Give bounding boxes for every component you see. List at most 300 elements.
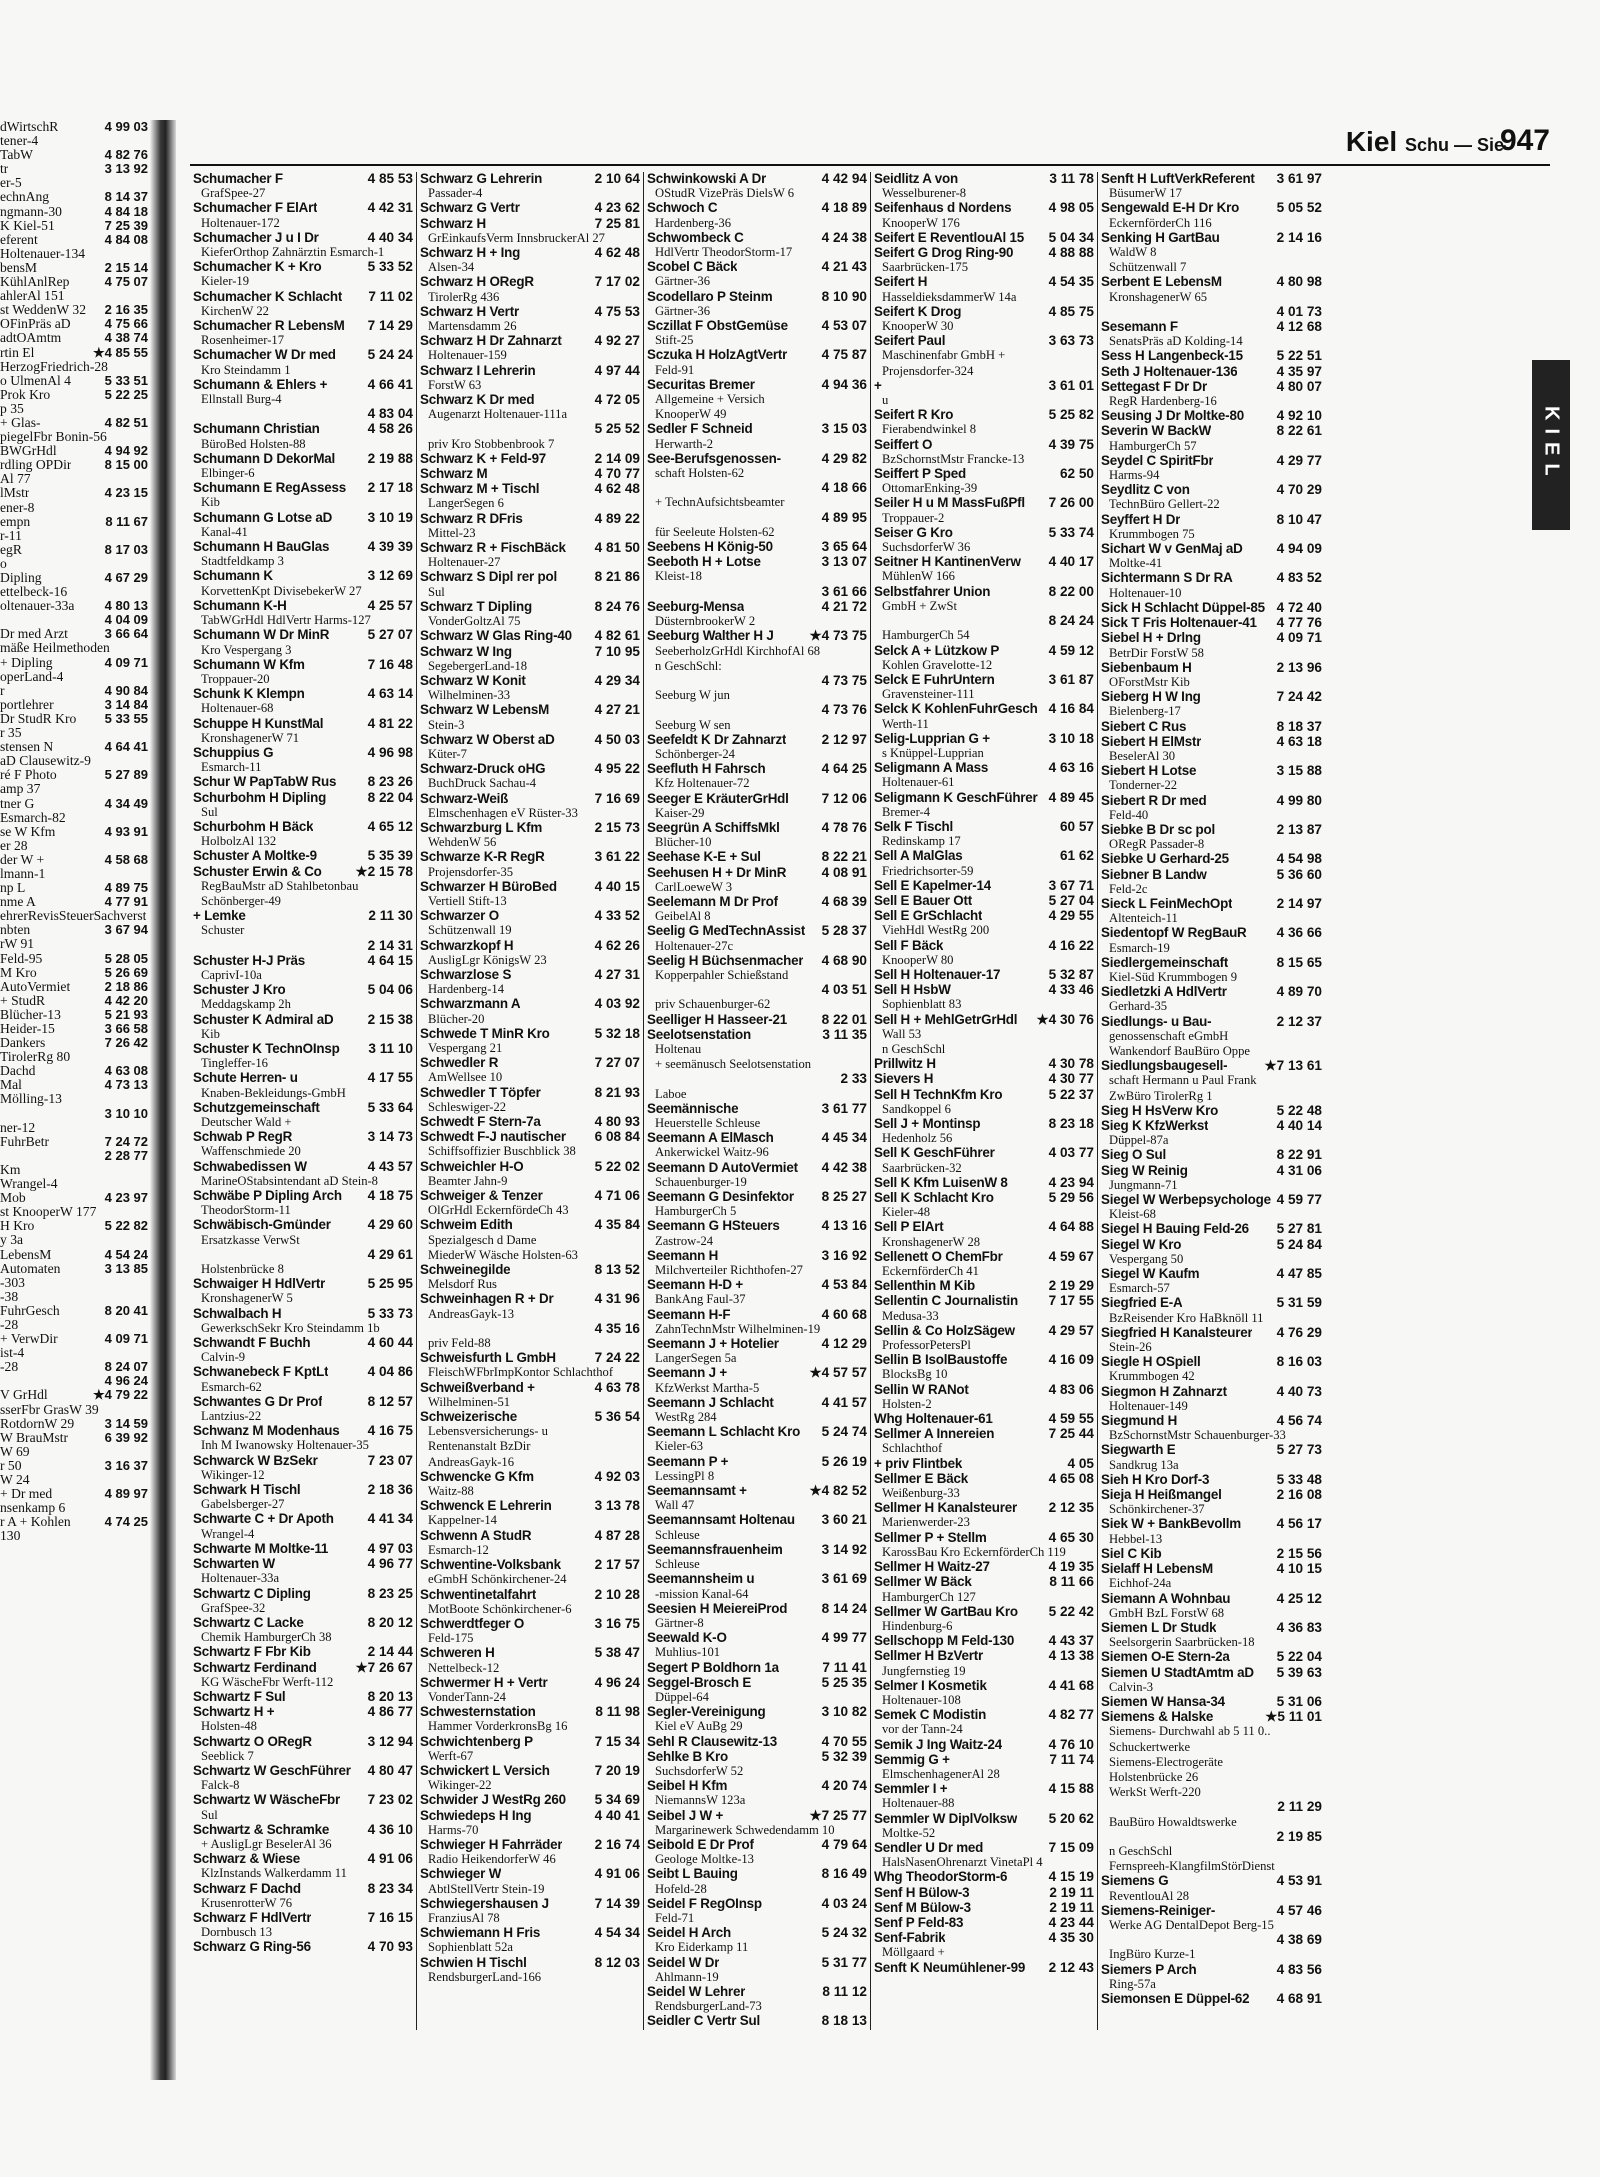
entry-name: Schwarz S Dipl rer pol <box>420 570 557 585</box>
entry-detail: Schützenwall 19 <box>428 923 512 938</box>
entry-phone: 4 12 68 <box>1276 320 1322 335</box>
directory-entry <box>420 1705 640 1733</box>
directory-entry <box>193 1587 413 1615</box>
entry-detail: + TechnAufsichtsbeamter <box>655 495 785 510</box>
entry-phone: 5 24 74 <box>821 1425 867 1440</box>
left-page-text: Feld-95 <box>0 951 43 966</box>
directory-entry <box>874 1042 1094 1056</box>
entry-phone: 8 24 76 <box>594 599 640 614</box>
entry-phone: 4 99 77 <box>821 1631 867 1646</box>
entry-name: Seiser G Kro <box>874 525 953 540</box>
directory-entry <box>193 231 413 259</box>
entry-detail: Schönkirchener-37 <box>1109 1502 1205 1517</box>
left-page-line <box>0 952 150 966</box>
entry-phone: 4 35 97 <box>1276 364 1322 379</box>
entry-phone: 4 36 10 <box>367 1822 413 1837</box>
directory-entry <box>874 1782 1094 1810</box>
entry-name: Siemen W Hansa-34 <box>1101 1694 1225 1709</box>
entry-phone: 2 19 88 <box>367 451 413 466</box>
entry-phone: 4 63 16 <box>1048 761 1094 776</box>
directory-entry <box>1101 1222 1322 1236</box>
entry-detail: ViehHdl WestRg 200 <box>882 923 990 938</box>
entry-phone: 5 33 52 <box>367 260 413 275</box>
directory-entry <box>420 674 640 702</box>
entry-phone: 4 70 29 <box>1276 483 1322 498</box>
left-page-text: echnAng <box>0 190 50 205</box>
entry-name: Semik J Ing Waitz-24 <box>874 1737 1002 1752</box>
entry-detail: Schönberger-24 <box>655 746 735 761</box>
directory-entry <box>420 1735 640 1763</box>
entry-detail: RegBauMstr aD Stahlbetonbau <box>201 878 359 893</box>
entry-detail: Falck-8 <box>201 1778 240 1793</box>
entry-detail: KnooperW 176 <box>882 215 960 230</box>
entry-name: Schwarz R DFris <box>420 511 523 526</box>
directory-entry <box>647 850 867 864</box>
entry-detail: Werke AG DentalDepot Berg-15 <box>1109 1917 1274 1932</box>
entry-detail: Holtenauer-33a <box>201 1571 280 1586</box>
directory-entry <box>874 172 1094 200</box>
entry-phone: 5 29 56 <box>1048 1191 1094 1206</box>
entry-name: Seidlitz A von <box>874 172 958 186</box>
entry-detail: Mittel-23 <box>428 525 476 540</box>
directory-entry <box>647 1572 867 1600</box>
entry-name: Schwarz R + FischBäck <box>420 541 566 556</box>
entry-name: Schweizerische <box>420 1410 517 1425</box>
directory-entry <box>1101 764 1322 792</box>
left-page-text: AutoVermiet <box>0 979 71 994</box>
entry-detail: Sophienblatt 52a <box>428 1940 513 1955</box>
entry-phone: 3 10 82 <box>821 1705 867 1720</box>
entry-phone: 4 47 85 <box>1276 1267 1322 1282</box>
entry-name: Schwede T MinR Kro <box>420 1026 550 1041</box>
directory-entry <box>1101 735 1322 763</box>
entry-detail: Weißenburg-33 <box>882 1486 960 1501</box>
entry-detail: s Knüppel-Lupprian <box>882 745 984 760</box>
left-page-line <box>0 1191 150 1205</box>
left-page-line <box>0 1008 150 1022</box>
directory-entry <box>1101 1119 1322 1147</box>
entry-name: Schwarz W Glas Ring-40 <box>420 629 572 644</box>
directory-entry <box>874 939 1094 967</box>
entry-phone: 2 17 57 <box>594 1558 640 1573</box>
entry-detail: priv Schauenburger-62 <box>655 997 771 1012</box>
left-page-text: stensen N <box>0 740 54 755</box>
directory-entry <box>193 865 413 893</box>
left-page-phone: 5 28 05 <box>104 951 148 966</box>
left-page-line <box>0 331 150 345</box>
left-page-text: H Kro <box>0 1219 35 1234</box>
directory-entry <box>1101 631 1322 659</box>
entry-detail: Lebensversicherungs- u <box>428 1424 548 1439</box>
left-page-line <box>0 1346 150 1360</box>
entry-name: Whg TheodorStorm-6 <box>874 1870 1008 1885</box>
directory-entry <box>647 1985 867 2013</box>
page-header <box>190 120 1550 166</box>
directory-entry <box>420 452 640 466</box>
left-page-phone: 2 18 86 <box>104 979 148 994</box>
entry-phone: 7 20 19 <box>594 1763 640 1778</box>
directory-entry <box>1101 1933 1322 1961</box>
entry-detail: Holtenauer-10 <box>1109 585 1182 600</box>
entry-phone: 5 33 74 <box>1048 525 1094 540</box>
left-page-phone: 4 84 18 <box>104 204 148 219</box>
directory-entry <box>420 1439 640 1453</box>
left-page-line <box>0 120 150 134</box>
entry-detail: FleischWFbrImpKontor Schlachthof <box>428 1365 614 1380</box>
entry-phone: 4 72 40 <box>1276 600 1322 615</box>
entry-detail: CarlLoeweW 3 <box>655 879 733 894</box>
entry-name: Schwentinetalfahrt <box>420 1587 537 1602</box>
entry-phone: 4 89 95 <box>821 510 867 525</box>
entry-phone: 8 15 65 <box>1276 955 1322 970</box>
entry-detail: Stein-3 <box>428 717 465 732</box>
directory-entry <box>874 1560 1094 1574</box>
directory-entry <box>1101 513 1322 541</box>
left-page-text: st KnooperW 177 <box>0 1205 97 1220</box>
entry-name: Schwider J WestRg 260 <box>420 1793 566 1808</box>
entry-name: Whg Holtenauer-61 <box>874 1412 993 1427</box>
directory-entry <box>874 820 1094 848</box>
entry-name: Seelotsenstation <box>647 1027 751 1042</box>
directory-entry <box>420 1809 640 1837</box>
directory-entry <box>647 378 867 406</box>
entry-name: Senf H Bülow-3 <box>874 1885 970 1900</box>
entry-phone: 4 64 25 <box>821 762 867 777</box>
entry-name: Semmig G + <box>874 1752 950 1767</box>
left-page-line <box>0 1233 150 1247</box>
directory-entry <box>1101 616 1322 630</box>
directory-entry <box>193 820 413 848</box>
entry-name: Schweinegilde <box>420 1263 511 1278</box>
entry-phone: 5 33 64 <box>367 1100 413 1115</box>
left-page-line <box>0 1487 150 1501</box>
entry-detail: Moltke-52 <box>882 1825 936 1840</box>
entry-detail: Werft-67 <box>428 1748 474 1763</box>
entry-phone: 4 63 14 <box>367 687 413 702</box>
entry-name: Siedlungsbaugesell- <box>1101 1059 1228 1074</box>
directory-entry <box>874 849 1094 877</box>
left-page-text: der W + <box>0 852 45 867</box>
left-page-line <box>0 881 150 895</box>
entry-detail: GrafSpee-32 <box>201 1600 266 1615</box>
entry-phone: 3 16 92 <box>821 1248 867 1263</box>
entry-detail: Augenarzt Holtenauer-111a <box>428 407 568 422</box>
directory-entry <box>647 1602 867 1630</box>
directory-entry <box>193 1542 413 1556</box>
entry-phone: 4 73 76 <box>821 703 867 718</box>
left-page-line <box>0 1459 150 1473</box>
entry-name: Sengewald E-H Dr Kro <box>1101 201 1240 216</box>
entry-phone: 4 18 66 <box>821 481 867 496</box>
entry-name: Schumann E RegAssess <box>193 481 347 496</box>
entry-detail: Feld-91 <box>655 362 695 377</box>
left-page-line <box>0 1529 150 1543</box>
page-number: 947 <box>1499 124 1550 157</box>
entry-name: Schwencke G Kfm <box>420 1469 534 1484</box>
directory-entry <box>420 1529 640 1557</box>
entry-name: Schumacher K + Kro <box>193 260 322 275</box>
left-page-phone: 5 21 93 <box>104 1007 148 1022</box>
directory-entry <box>1101 823 1322 851</box>
left-page-phone: 4 64 41 <box>104 740 148 755</box>
left-page-text: dWirtschR <box>0 120 59 134</box>
left-page-line <box>0 670 150 684</box>
directory-entry <box>647 1676 867 1704</box>
entry-phone: 4 25 57 <box>367 598 413 613</box>
left-page-text: ner-12 <box>0 1120 36 1135</box>
directory-entry <box>1101 275 1322 303</box>
entry-name: Schuster H-J Präs <box>193 953 305 968</box>
entry-detail: Möllgaard + <box>882 1945 945 1960</box>
entry-phone: 4 81 22 <box>367 716 413 731</box>
left-page-phone: 8 11 67 <box>105 514 148 529</box>
left-page-line <box>0 825 150 839</box>
directory-entry <box>193 1940 413 1954</box>
entry-phone: 8 14 24 <box>821 1601 867 1616</box>
left-page-phone: 5 33 55 <box>104 711 148 726</box>
directory-entry <box>193 201 413 229</box>
directory-entry <box>647 1337 867 1365</box>
entry-name: Seelemann M Dr Prof <box>647 894 778 909</box>
entry-detail: Sophienblatt 83 <box>882 997 962 1012</box>
entry-name: Siemen U StadtAmtm aD <box>1101 1665 1254 1680</box>
directory-entry <box>647 585 867 599</box>
entry-phone: 5 22 04 <box>1276 1650 1322 1665</box>
entry-name: Schuster A Moltke-9 <box>193 849 317 864</box>
left-page-text: Dipling <box>0 571 42 585</box>
entry-detail: Schleuse <box>655 1557 700 1572</box>
entry-phone: 4 40 14 <box>1276 1119 1322 1133</box>
entry-name: Schwarz-Druck oHG <box>420 762 546 777</box>
directory-entry <box>874 1501 1094 1529</box>
entry-phone: 5 28 37 <box>821 924 867 939</box>
entry-name: Sellmer H Waitz-27 <box>874 1560 990 1575</box>
entry-name: Siebert R Dr med <box>1101 793 1207 808</box>
directory-entry <box>1101 601 1322 615</box>
entry-detail: Saarbrücken-32 <box>882 1160 962 1175</box>
entry-name: Sell H HsbW <box>874 983 951 998</box>
entry-name: Siemen L Dr Studk <box>1101 1620 1217 1635</box>
entry-name: Schwartz W WäscheFbr <box>193 1793 341 1808</box>
left-page-phone: 4 74 25 <box>104 1515 148 1530</box>
directory-entry <box>193 1557 413 1585</box>
entry-detail: Gabelsberger-27 <box>201 1497 285 1512</box>
directory-entry <box>1101 260 1322 274</box>
entry-detail: GrafSpee-27 <box>201 186 266 201</box>
directory-entry <box>647 1102 867 1130</box>
entry-detail: TheodorStorm-11 <box>201 1203 291 1218</box>
entry-name: Schwanebeck F KptLt <box>193 1365 329 1380</box>
directory-entry <box>647 290 867 318</box>
entry-name: Schwieger W <box>420 1867 502 1882</box>
directory-entry <box>647 954 867 982</box>
entry-detail: Ellnstall Burg-4 <box>201 392 282 407</box>
entry-name: Schwedt F-J nautischer <box>420 1130 566 1145</box>
directory-entry <box>1101 454 1322 482</box>
left-page-phone: 4 96 24 <box>104 1374 148 1389</box>
directory-entry <box>1101 956 1322 984</box>
entry-detail: BzSchornstMstr Schauenburger-33 <box>1109 1428 1286 1443</box>
entry-phone: 5 26 19 <box>821 1454 867 1469</box>
directory-entry <box>874 1383 1094 1411</box>
left-page-text: mäße Heilmethoden <box>0 641 110 656</box>
entry-name: Sellin B IsolBaustoffe <box>874 1353 1008 1368</box>
entry-phone: 5 27 73 <box>1276 1443 1322 1458</box>
entry-name: Siebke B Dr sc pol <box>1101 822 1215 837</box>
left-page-phone: 4 23 15 <box>104 486 148 501</box>
entry-detail: SegebergerLand-18 <box>428 658 528 673</box>
directory-entry <box>874 1812 1094 1840</box>
left-page-text: r <box>0 683 5 698</box>
directory-entry <box>1101 349 1322 363</box>
directory-entry <box>193 894 413 908</box>
directory-entry <box>647 555 867 583</box>
directory-entry <box>647 866 867 894</box>
entry-phone: 5 22 42 <box>1048 1604 1094 1619</box>
directory-entry <box>1101 320 1322 348</box>
left-page-text: ahlerAl 151 <box>0 289 65 304</box>
entry-detail: Schützenwall 7 <box>1109 260 1187 275</box>
left-page-text: egR <box>0 542 22 557</box>
left-page-line <box>0 303 150 317</box>
entry-detail: TechnBüro Gellert-22 <box>1109 497 1220 512</box>
directory-entry <box>1101 897 1322 925</box>
directory-entry <box>647 348 867 376</box>
left-page-phone: 3 14 84 <box>104 697 148 712</box>
entry-name: Segler-Vereinigung <box>647 1705 766 1720</box>
entry-detail: RendsburgerLand-73 <box>655 1999 762 2014</box>
entry-name: Seyffert H Dr <box>1101 512 1181 527</box>
left-page-text: Dr StudR Kro <box>0 711 77 726</box>
left-page-line <box>0 1318 150 1332</box>
entry-name: Schwerdtfeger O <box>420 1616 525 1631</box>
directory-entry <box>1101 172 1322 200</box>
directory-entry <box>874 1649 1094 1677</box>
entry-phone: 7 25 81 <box>594 216 640 231</box>
left-page-text: er 28 <box>0 838 28 853</box>
entry-name: Schwarz W LebensM <box>420 703 550 718</box>
entry-phone: 8 23 34 <box>367 1881 413 1896</box>
directory-entry <box>874 1324 1094 1352</box>
entry-name: Siebert H ElMstr <box>1101 734 1202 749</box>
entry-phone: 3 11 35 <box>822 1027 867 1042</box>
entry-detail: Elmschenhagen eV Rüster-33 <box>428 805 578 820</box>
left-page-line <box>0 1403 150 1417</box>
left-page-phone: 3 67 94 <box>104 923 148 938</box>
directory-entry <box>647 1956 867 1984</box>
directory-entry <box>647 895 867 923</box>
left-page-phone: 4 94 92 <box>104 444 148 459</box>
entry-name: Sendler U Dr med <box>874 1840 984 1855</box>
directory-entry <box>193 849 413 863</box>
directory-entry <box>874 1279 1094 1293</box>
entry-phone: 8 22 21 <box>821 850 867 865</box>
entry-name: Selmer I Kosmetik <box>874 1678 987 1693</box>
entry-detail: Ersatzkasse VerwSt <box>201 1232 300 1247</box>
entry-phone: 4 80 07 <box>1276 379 1322 394</box>
entry-detail: ForstW 63 <box>428 377 482 392</box>
directory-entry <box>420 1248 640 1262</box>
entry-detail: Wall 53 <box>882 1026 922 1041</box>
left-page-text: BWGrHdl <box>0 444 57 459</box>
left-page-text: Mal <box>0 1078 22 1093</box>
entry-detail: Kib <box>201 1026 220 1041</box>
entry-detail: WehdenW 56 <box>428 835 497 850</box>
directory-entry <box>420 1838 640 1866</box>
directory-entry <box>193 1130 413 1158</box>
entry-detail: Herwarth-2 <box>655 436 714 451</box>
left-page-text: lmann-1 <box>0 866 46 881</box>
directory-entry <box>1101 1089 1322 1103</box>
directory-entry <box>193 1512 413 1540</box>
entry-name: Seemännische <box>647 1101 739 1116</box>
left-page-line <box>0 1515 150 1529</box>
entry-name: Sedler F Schneid <box>647 422 753 437</box>
left-page-text: er-5 <box>0 176 22 191</box>
entry-name: Schwesternstation <box>420 1705 536 1720</box>
entry-phone: 4 66 41 <box>367 377 413 392</box>
entry-phone: 8 22 04 <box>367 790 413 805</box>
entry-detail: Elbinger-6 <box>201 466 255 481</box>
entry-name: See-Berufsgenossen- <box>647 451 781 466</box>
directory-entry <box>193 1911 413 1939</box>
left-page-text: + Dipling <box>0 655 53 670</box>
entry-name: Schwinkowski A Dr <box>647 172 767 186</box>
entry-phone: 5 22 48 <box>1276 1103 1322 1118</box>
directory-entry <box>1101 542 1322 570</box>
directory-entry <box>420 1056 640 1084</box>
entry-name: Siebel H + Drlng <box>1101 631 1201 646</box>
entry-detail: Zastrow-24 <box>655 1233 714 1248</box>
directory-entry <box>874 1191 1094 1219</box>
entry-detail: Dornbusch 13 <box>201 1925 273 1940</box>
left-page-phone: 4 23 97 <box>104 1191 148 1206</box>
left-page-phone: 3 13 92 <box>104 162 148 177</box>
entry-phone: 4 58 26 <box>367 422 413 437</box>
entry-phone: 4 41 57 <box>821 1395 867 1410</box>
entry-phone: 8 24 24 <box>1048 614 1094 629</box>
left-page-line <box>0 275 150 289</box>
entry-detail: Ring-57a <box>1109 1976 1156 1991</box>
left-page-line <box>0 501 150 515</box>
entry-name: Schwedt F Stern-7a <box>420 1115 541 1129</box>
entry-detail: SuchsdorferW 52 <box>655 1763 744 1778</box>
left-page-text: Automaten <box>0 1261 61 1276</box>
directory-entry <box>420 880 640 908</box>
entry-detail: Tonderner-22 <box>1109 778 1178 793</box>
entry-name: Sichart W v GenMaj aD <box>1101 542 1243 557</box>
entry-detail: HamburgerCh 54 <box>882 628 970 643</box>
entry-name: Schumacher F <box>193 172 283 186</box>
left-page-line <box>0 698 150 712</box>
entry-detail: AbtlStellVertr Stein-19 <box>428 1881 545 1896</box>
entry-detail: Kro Eiderkamp 11 <box>655 1940 749 1955</box>
entry-phone: 2 33 <box>840 1072 867 1087</box>
left-page-phone: 7 25 39 <box>104 218 148 233</box>
entry-detail: Hofeld-28 <box>655 1881 707 1896</box>
directory-entry <box>1101 690 1322 718</box>
left-page-line <box>0 1177 150 1191</box>
left-page-phone: 2 28 77 <box>104 1148 148 1163</box>
entry-detail: ORegR Passader-8 <box>1109 837 1205 852</box>
entry-name: Schwarz G Ring-56 <box>193 1940 311 1955</box>
entry-name: Schwark H Tischl <box>193 1483 301 1498</box>
entry-detail: Sul <box>201 1807 218 1822</box>
entry-detail: Kro Vespergang 3 <box>201 642 292 657</box>
left-page-line <box>0 134 150 148</box>
entry-name: Sell K Schlacht Kro <box>874 1191 994 1206</box>
directory-entry <box>420 645 640 673</box>
